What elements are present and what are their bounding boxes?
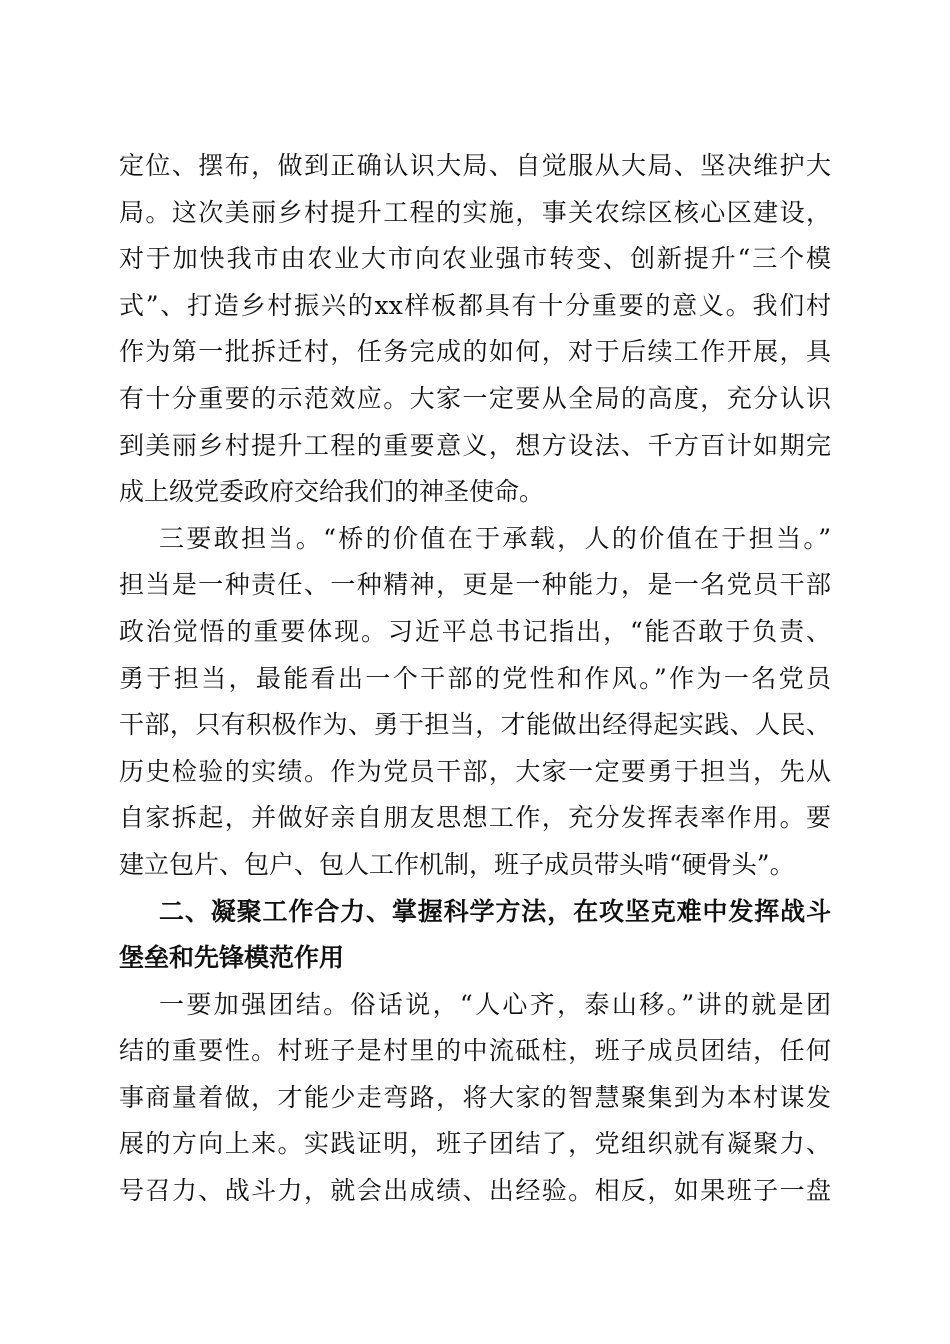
text-line: 政治觉悟的重要体现。习近平总书记指出，“能否敢于负责、: [119, 616, 831, 646]
text-line: 事商量着做，才能少走弯路，将大家的智慧聚集到为本村谋发: [119, 1082, 831, 1112]
text-line: 式”、打造乡村振兴的xx样板都具有十分重要的意义。我们村: [119, 290, 831, 320]
text-line: 结的重要性。村班子是村里的中流砥柱，班子成员团结，任何: [119, 1036, 831, 1066]
text-line: 担当是一种责任、一种精神，更是一种能力，是一名党员干部: [119, 570, 831, 600]
text-line: 自家拆起，并做好亲自朋友思想工作，充分发挥表率作用。要: [119, 803, 831, 833]
section-heading-line: 堡垒和先锋模范作用: [119, 943, 345, 973]
text-line: 到美丽乡村提升工程的重要意义，想方设法、千方百计如期完: [119, 430, 831, 460]
text-line: 干部，只有积极作为、勇于担当，才能做出经得起实践、人民、: [119, 710, 831, 740]
text-line: 号召力、战斗力，就会出成绩、出经验。相反，如果班子一盘: [119, 1176, 831, 1206]
paragraph-start-line: 三要敢担当。“桥的价值在于承载，人的价值在于担当。”: [159, 523, 831, 553]
text-line: 有十分重要的示范效应。大家一定要从全局的高度，充分认识: [119, 383, 831, 413]
section-heading-line: 二、凝聚工作合力、掌握科学方法，在攻坚克难中发挥战斗: [159, 896, 831, 926]
text-line: 展的方向上来。实践证明，班子团结了，党组织就有凝聚力、: [119, 1129, 831, 1159]
text-line: 历史检验的实绩。作为党员干部，大家一定要勇于担当，先从: [119, 756, 831, 786]
document-body: [119, 143, 831, 1215]
text-line: 作为第一批拆迁村，任务完成的如何，对于后续工作开展，具: [119, 337, 831, 367]
text-line: 勇于担当，最能看出一个干部的党性和作风。”作为一名党员: [119, 663, 831, 693]
text-line: 局。这次美丽乡村提升工程的实施，事关农综区核心区建设，: [119, 197, 831, 227]
text-line: 成上级党委政府交给我们的神圣使命。: [119, 477, 545, 507]
paragraph-start-line: 一要加强团结。俗话说，“人心齐，泰山移。”讲的就是团: [159, 989, 831, 1019]
text-line: 定位、摆布，做到正确认识大局、自觉服从大局、坚决维护大: [119, 151, 831, 180]
text-line: 对于加快我市由农业大市向农业强市转变、创新提升“三个模: [119, 244, 831, 274]
text-line: 建立包片、包户、包人工作机制，班子成员带头啃“硬骨头”。: [119, 849, 795, 879]
